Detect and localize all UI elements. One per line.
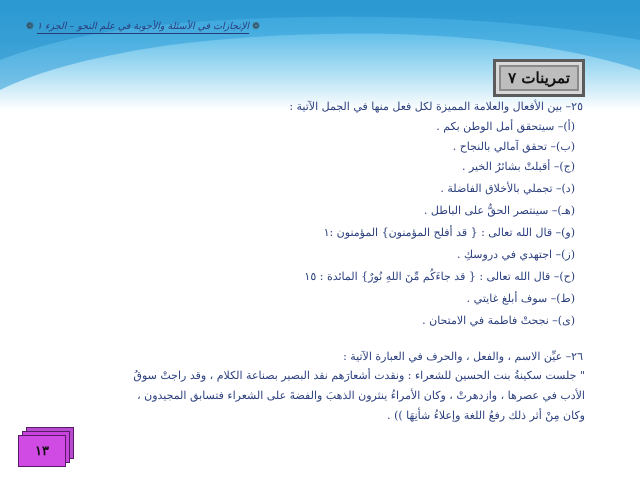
item-text: قال الله تعالى : { قد أفلح المؤمنون} المؤمنون :١ bbox=[323, 226, 553, 239]
item-mark: (أ)– bbox=[557, 120, 575, 133]
badge-layer bbox=[18, 435, 66, 467]
exercise-item bbox=[436, 120, 575, 133]
item-text: أقبلتْ بشائرُ الخير . bbox=[461, 160, 551, 173]
item-text: تجملي بالأخلاق الفاضلة . bbox=[440, 182, 553, 195]
item-mark: (ى)– bbox=[552, 314, 575, 327]
ornament-right-icon: ❁ bbox=[252, 21, 260, 32]
ornament-left-icon: ❁ bbox=[25, 21, 34, 32]
item-mark: (د)– bbox=[556, 182, 575, 195]
exercise-item bbox=[304, 270, 575, 283]
item-text: سينتصر الحقُّ على الباطل . bbox=[423, 204, 549, 217]
book-title-text: الإنجازات في الأسئلة والأجوبة في علم النحو – الجزء ١ bbox=[36, 21, 249, 32]
quote-line: الأدب في عصرها ، وازدهرتْ ، وكان الأمراءُ ينثرون الذهبَ والفضةَ على الشعراء فتسابق المجيدون ، bbox=[137, 389, 585, 402]
exercise-item bbox=[462, 160, 575, 173]
question-25-prompt: ٢٥– بين الأفعال والعلامة المميزة لكل فعل منها في الجمل الآتية : bbox=[289, 100, 583, 113]
book-header-title bbox=[25, 21, 260, 32]
item-mark: (ج)– bbox=[553, 160, 575, 173]
item-mark: (و)– bbox=[555, 226, 575, 239]
quote-line: " جلست سكينةُ بنت الحسين للشعراء : ونقدت أشعارَهم نقد البصير بصناعة الكلام ، وقد راجتْ سوقُ bbox=[133, 369, 585, 382]
item-mark: (ح)– bbox=[553, 270, 575, 283]
exercise-item bbox=[467, 292, 575, 305]
exercise-item bbox=[457, 248, 575, 261]
quote-line: وكان مِنْ أثر ذلك رفعُ اللغة وإعلاءُ شأنِهَا )) . bbox=[387, 409, 585, 422]
item-text: اجتهدي في دروسكِ . bbox=[457, 248, 553, 261]
exercise-item bbox=[453, 140, 575, 153]
item-text: سوف أبلغ غايتي . bbox=[466, 292, 548, 305]
page-number: ١٣ bbox=[35, 443, 49, 459]
item-text: نجحتْ فاطمة في الامتحان . bbox=[422, 314, 549, 327]
exercise-item bbox=[440, 182, 575, 195]
item-text: تحقق آمالي بالنجاح . bbox=[452, 140, 548, 153]
exercise-item bbox=[422, 314, 575, 327]
item-mark: (ب)– bbox=[550, 140, 575, 153]
question-26-prompt: ٢٦– عيِّن الاسم ، والفعل ، والحرف في العبارة الآتية : bbox=[343, 350, 583, 363]
item-text: سيتحقق أمل الوطن بكم . bbox=[436, 120, 555, 133]
exercise-item bbox=[324, 226, 575, 239]
item-mark: (هـ)– bbox=[551, 204, 575, 217]
section-label: تمرينات ٧ bbox=[508, 69, 570, 87]
item-mark: (ط)– bbox=[550, 292, 575, 305]
section-label-box bbox=[493, 59, 585, 97]
item-text: قال الله تعالى : { قد جاءَكُم مِّنَ اللهِ نُورٌ} المائدة : ١٥ bbox=[304, 270, 551, 283]
exercise-item bbox=[424, 204, 575, 217]
page-number-badge bbox=[18, 427, 74, 465]
item-mark: (ز)– bbox=[555, 248, 575, 261]
